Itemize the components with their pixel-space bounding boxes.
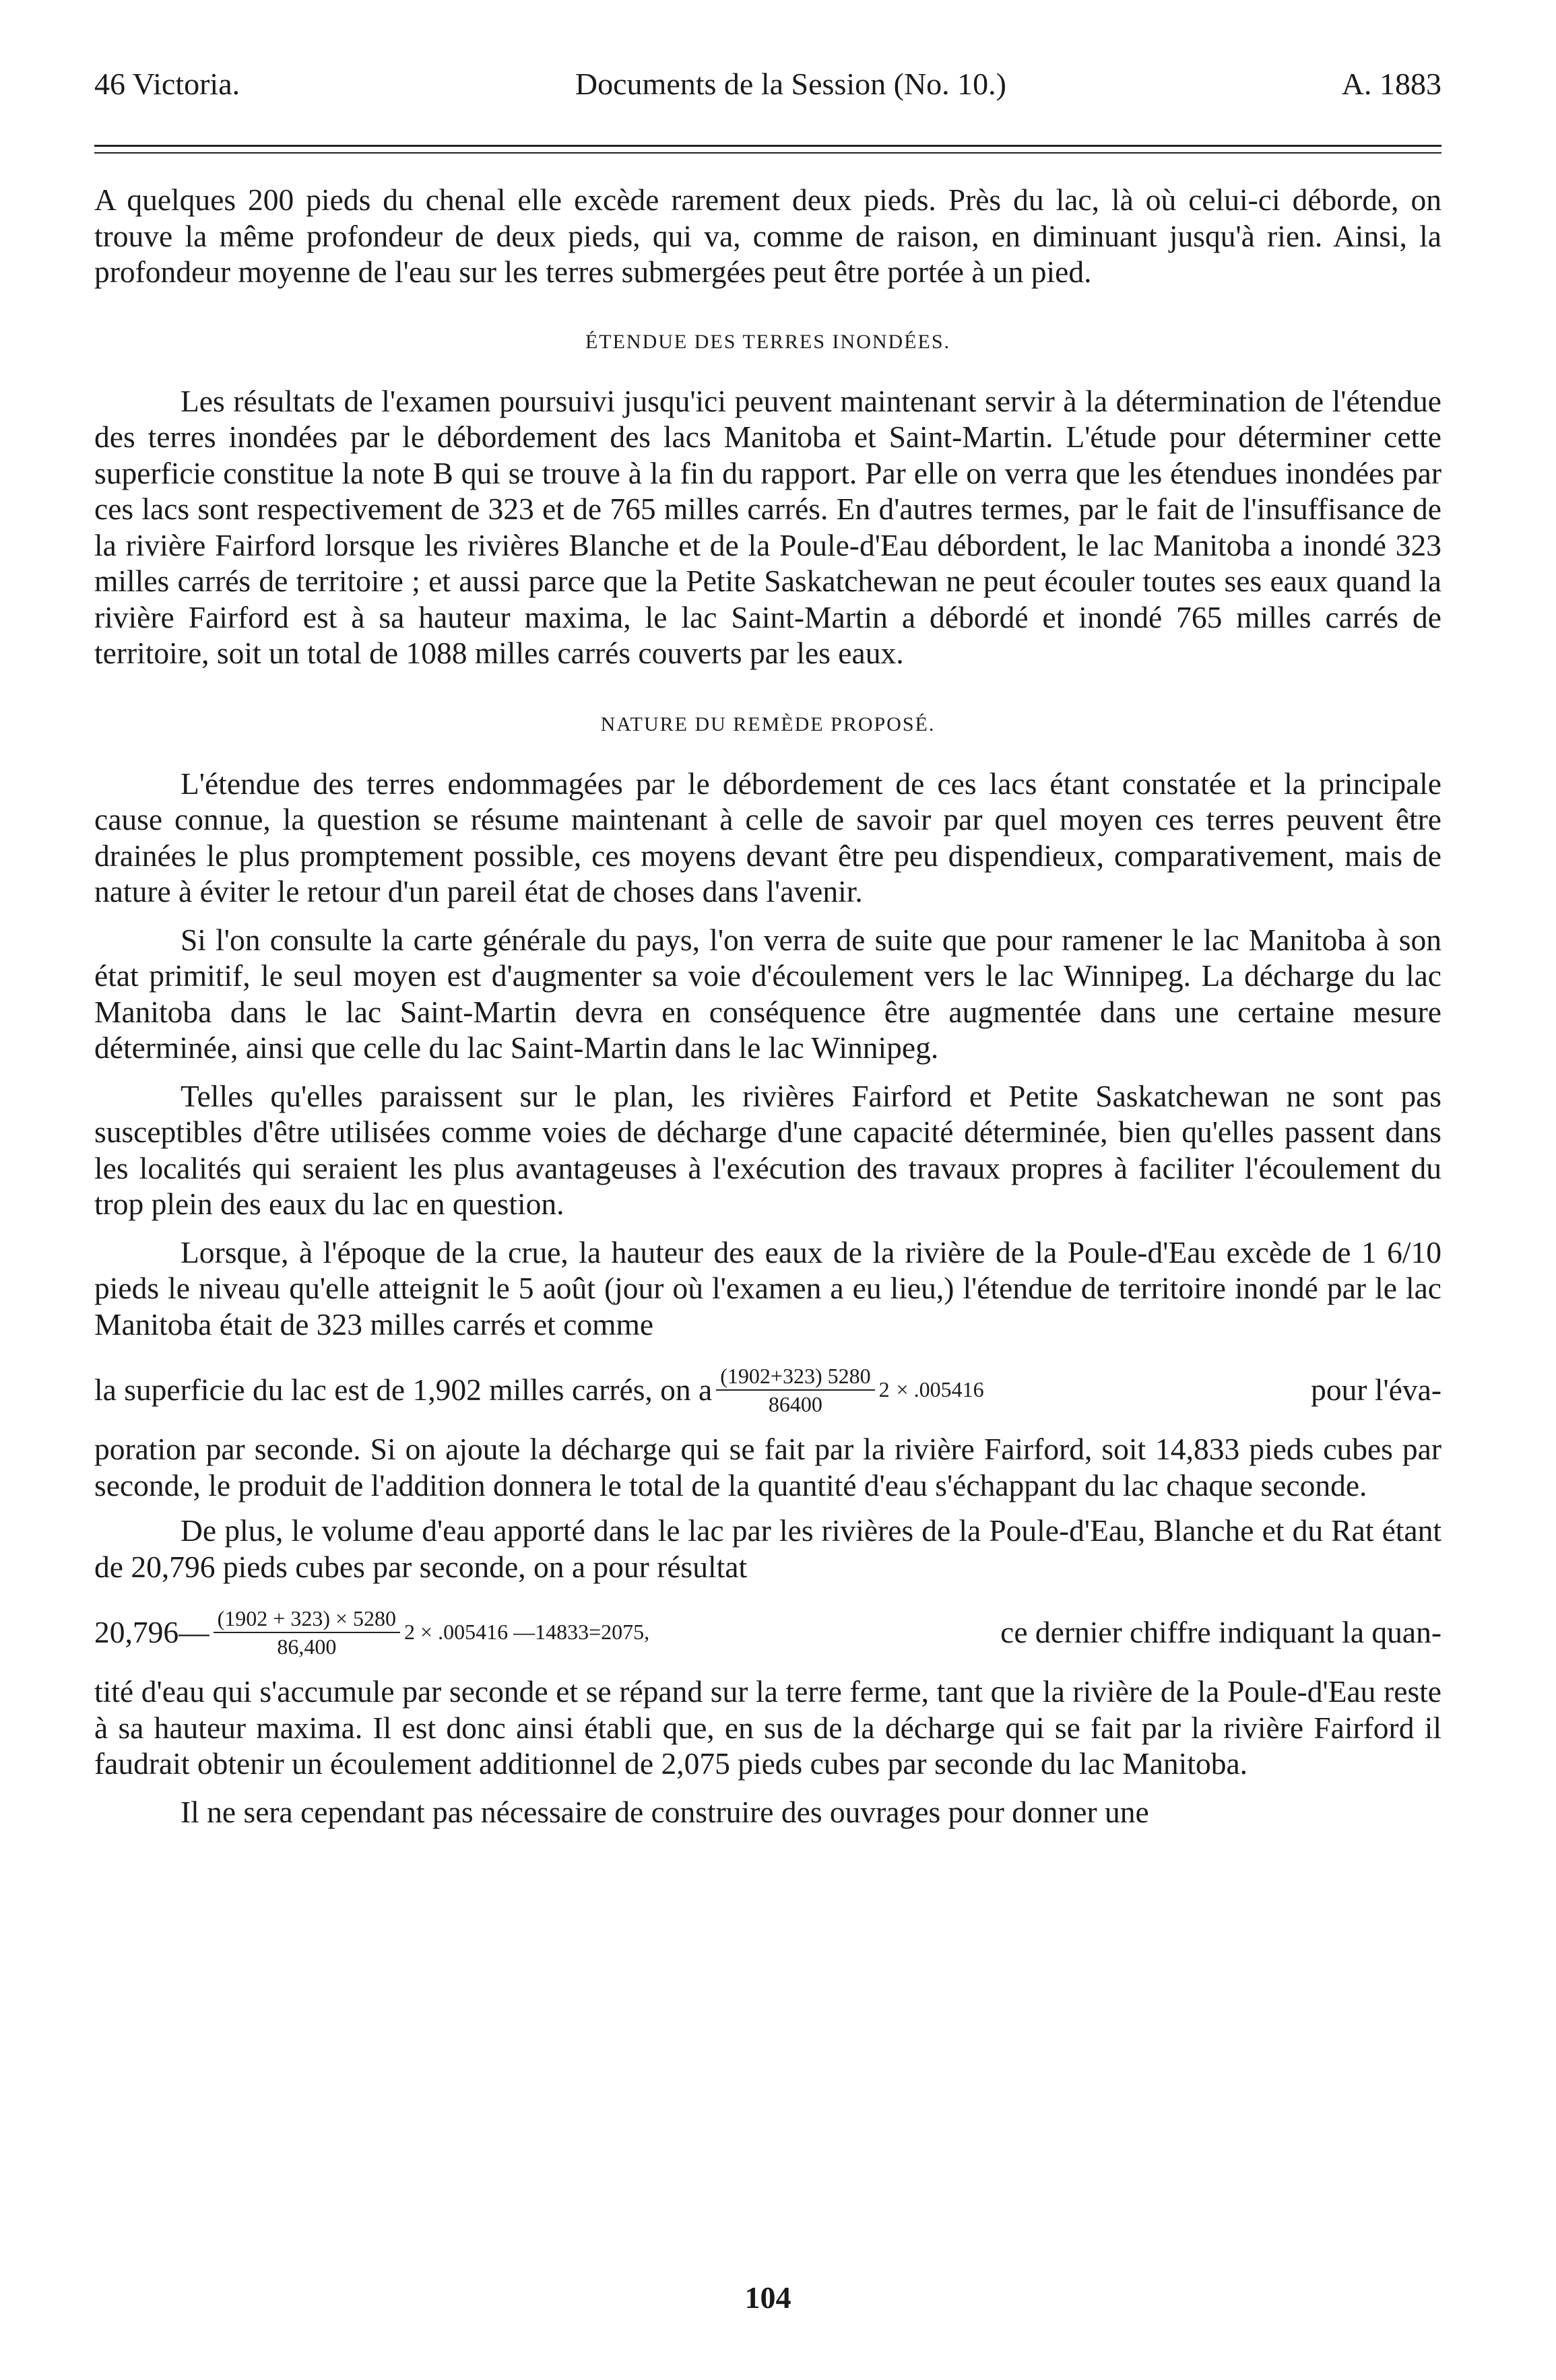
- paragraph-2: Les résultats de l'examen poursuivi jusqu'ici peuvent maintenant servir à la détermination de l'étendue des terres inondées par le débordement des lacs Manitoba et Saint-Martin. L'étude pour déterminer cette superficie constitue la note B qui se trouve à la fin du rapport. Par elle on verra que les étendues inondées par ces lacs sont respectivement de 323 et de 765 milles carrés. En d'autres termes, par le fait de l'insuffisance de la rivière Fairford lorsque les rivières Blanche et de la Poule-d'Eau débordent, le lac Manitoba a inondé 323 milles carrés de territoire ; et aussi parce que la Petite Saskatchewan ne peut écouler toutes ses eaux quand la rivière Fairford est à sa hauteur maxima, le lac Saint-Martin a débordé et inondé 765 milles carrés de territoire, soit un total de 1088 milles carrés couverts par les eaux.: [94, 383, 1441, 670]
- formula-1-numerator: (1902+323) 5280: [716, 1362, 874, 1391]
- paragraph-1: A quelques 200 pieds du chenal elle excède rarement deux pieds. Près du lac, là où celui-ci déborde, on trouve la même profondeur de deux pieds, qui va, comme de raison, en diminuant jusqu'à rien. Ainsi, la profondeur moyenne de l'eau sur les terres submergées peut être portée à un pied.: [94, 183, 1441, 289]
- header-rule-top: [94, 145, 1441, 147]
- header-center: Documents de la Session (No. 10.): [575, 67, 1006, 101]
- formula-2-numerator: (1902 + 323) × 5280: [214, 1605, 400, 1633]
- formula-2-multiplier: × .005416: [420, 1620, 509, 1645]
- page-number: 104: [744, 2280, 791, 2315]
- paragraph-9: tité d'eau qui s'accumule par seconde et se répand sur la terre ferme, tant que la rivière de la Poule-d'Eau reste à sa hauteur maxima. Il est donc ainsi établi que, en sus de la décharge qui se fait par la rivière Fairford il faudrait obtenir un écoulement additionnel de 2,075 pieds cubes par seconde du lac Manitoba.: [94, 1674, 1441, 1781]
- formula-2-exponent: 2: [404, 1620, 416, 1645]
- paragraph-6: Lorsque, à l'époque de la crue, la hauteur des eaux de la rivière de la Poule-d'Eau excède de 1 6/10 pieds le niveau qu'elle atteignit le 5 août (jour où l'examen a eu lieu,) l'étendue de territoire inondé par le lac Manitoba était de 323 milles carrés et comme: [94, 1234, 1441, 1342]
- formula-1-fraction: [716, 1362, 874, 1418]
- paragraph-5: Telles qu'elles paraissent sur le plan, les rivières Fairford et Petite Saskatchewan ne sont pas susceptibles d'être utilisées comme voies de décharge d'une capacité déterminée, bien qu'elles passent dans les localités qui seraient les plus avantageuses à l'exécution des travaux propres à faciliter l'écoulement du trop plein des eaux du lac en question.: [94, 1078, 1441, 1221]
- section-heading-remede: NATURE DU REMÈDE PROPOSÉ.: [600, 713, 936, 735]
- formula-2-tail: ce dernier chiffre indiquant la quan-: [1000, 1615, 1441, 1650]
- formula-1-tail: pour l'éva-: [1311, 1373, 1441, 1408]
- formula-1-exponent: 2: [878, 1377, 890, 1402]
- header-rule-bottom: [94, 152, 1441, 154]
- paragraph-7: poration par seconde. Si on ajoute la décharge qui se fait par la rivière Fairford, soit 14,833 pieds cubes par seconde, le produit de l'addition donnera le total de la quantité d'eau s'échappant du lac chaque seconde.: [94, 1432, 1441, 1502]
- formula-2-fraction: [214, 1605, 400, 1660]
- header-left: 46 Victoria.: [94, 67, 240, 101]
- paragraph-10: Il ne sera cependant pas nécessaire de construire des ouvrages pour donner une: [181, 1794, 1149, 1829]
- section-heading-etendue: ÉTENDUE DES TERRES INONDÉES.: [585, 330, 951, 353]
- formula-accumulation: [94, 1605, 1441, 1660]
- paragraph-8: De plus, le volume d'eau apporté dans le lac par les rivières de la Poule-d'Eau, Blanche et du Rat étant de 20,796 pieds cubes par seconde, on a pour résultat: [94, 1513, 1441, 1584]
- paragraph-3: L'étendue des terres endommagées par le débordement de ces lacs étant constatée et la principale cause connue, la question se résume maintenant à celle de savoir par quel moyen ces terres peuvent être drainées le plus promptement possible, ces moyens devant être peu dispendieux, comparativement, mais de nature à éviter le retour d'un pareil état de choses dans l'avenir.: [94, 766, 1441, 908]
- document-page: [94, 64, 1441, 1830]
- formula-2-lead: 20,796—: [94, 1615, 209, 1650]
- header-right: A. 1883: [1341, 67, 1441, 101]
- formula-evaporation: [94, 1362, 1441, 1418]
- formula-1-multiplier: × .005416: [896, 1377, 984, 1402]
- formula-1-denominator: 86400: [768, 1392, 822, 1416]
- formula-2-result: —14833=2075,: [513, 1620, 650, 1645]
- formula-1-lead: la superficie du lac est de 1,902 milles carrés, on a: [94, 1373, 713, 1408]
- running-header: [94, 64, 1441, 104]
- paragraph-4: Si l'on consulte la carte générale du pays, l'on verra de suite que pour ramener le lac Manitoba à son état primitif, le seul moyen est d'augmenter sa voie d'écoulement vers le lac Winnipeg. La décharge du lac Manitoba dans le lac Saint-Martin devra en conséquence être augmentée dans une certaine mesure déterminée, ainsi que celle du lac Saint-Martin dans le lac Winnipeg.: [94, 922, 1441, 1065]
- formula-2-denominator: 86,400: [277, 1634, 337, 1659]
